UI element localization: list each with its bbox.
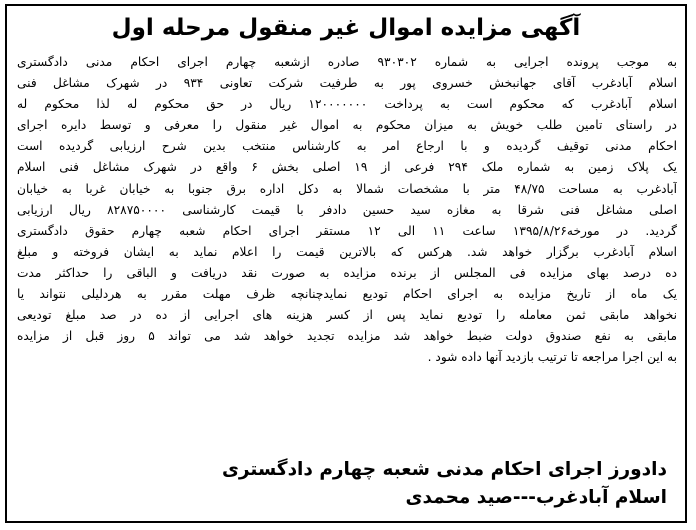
notice-body-line: اسلام آبادغرب برگزار خواهد شد. هرکس که بالاترین قیمت را اعلام نماید به ایشان فروخته و مبلغ	[17, 244, 677, 259]
notice-body-line: آبادغرب به مساحت ۴۸/۷۵ متر با مشخصات شمالا به دکل اداره برق جنوبا به خیابان غربا به خیابان	[17, 181, 677, 196]
notice-body-line: یک ماه از تاریخ مزایده به اجرای احکام تودیع نمایدچنانچه ظرف مهلت مقرر به هردلیلی نتواند یا	[17, 287, 677, 302]
notice-body-line: اسلام آبادغرب که محکوم است به پرداخت ۱۲۰۰۰۰۰۰۰ ریال در حق محکوم له لذا محکوم له	[17, 97, 677, 112]
notice-body-line: گردید. در مورخه۱۳۹۵/۸/۲۶ ساعت ۱۱ الی ۱۲ مستقر اجرای احکام شعبه چهارم حقوق دادگستری	[17, 223, 677, 238]
notice-body-line: ده درصد بهای مزایده فی المجلس از برنده مزایده به صورت نقد دریافت و الباقی را حداکثر مدت	[17, 265, 677, 280]
notice-body	[17, 52, 677, 368]
notice-body-line: در راستای تامین طلب خویش به میزان محکوم به اموال غیر منقول را معرفی و توسط دایره اجرای	[17, 118, 677, 133]
notice-body-line: اسلام آبادغرب آقای جهانبخش خسروی پور به طرفیت شرکت تعاونی ۹۳۴ در شهرک مشاغل فنی	[17, 76, 677, 91]
signature-name: اسلام آبادغرب---صید محمدی	[405, 487, 667, 508]
notice-body-line: به موجب پرونده اجرایی به شماره ۹۳۰۳۰۲ صادره ازشعبه چهارم اجرای احکام مدنی دادگستری	[17, 55, 677, 69]
notice-title: آگهی مزایده اموال غیر منقول مرحله اول	[111, 15, 581, 41]
notice-body-line: یک پلاک زمین به شماره ملک ۲۹۴ فرعی از ۱۹ اصلی بخش ۶ واقع در شهرک مشاغل فنی اسلام	[17, 160, 677, 175]
auction-notice	[5, 4, 687, 523]
notice-body-line: احکام مدنی توقیف گردیده و با ارجاع امر به کارشناس منتخب بدین شرح ارزیابی گردیده است	[17, 139, 677, 154]
notice-body-line: به این اجرا مراجعه تا ترتیب بازدید آنها داده شود .	[427, 350, 677, 365]
notice-body-line: مابقی به نفع صندوق دولت ضبط خواهد شد مزایده تجدید خواهد شد می تواند ۵ روز قبل از مزایده	[17, 329, 677, 344]
notice-body-line: اصلی مشاغل فنی شرقا به مغازه سید حسین دادفر با قیمت کارشناسی ۸۲۸۷۵۰۰۰۰ ریال ارزیابی	[17, 202, 677, 217]
signature-title: دادورز اجرای احکام مدنی شعبه چهارم دادگستری	[221, 459, 667, 480]
notice-body-line: نخواهد مابقی ثمن معامله را تودیع نماید پس از کسر هزینه های اجرایی از ده در صد مبلغ تودیعی	[17, 308, 677, 323]
notice-signature	[17, 456, 667, 512]
